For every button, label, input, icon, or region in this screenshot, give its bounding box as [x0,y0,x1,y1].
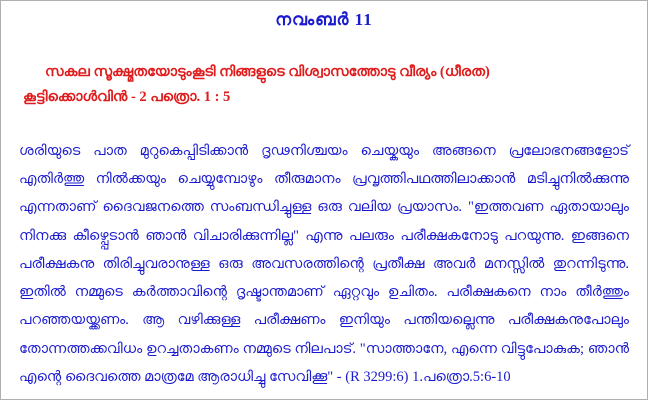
scripture-verse [23,60,625,111]
verse-reference: - 2 പത്രൊ. 1 : 5 [130,89,231,106]
page-title: നവംബർ 11 [275,10,373,29]
verse-line-2-text: കൂട്ടിക്കൊൾവിൻ [23,89,128,106]
body-text: ശരിയുടെ പാത മുറുകെപ്പിടിക്കാൻ ദൃഢനിശ്ചയം ചെയ്കയും അങ്ങനെ പ്രലോഭനങ്ങളോട് എതിർത്തു നിൽക്കയും ചെയ്യുമ്പോഴും തീരുമാനം പ്രവൃത്തിപഥത്തിലാക്കാൻ മടിച്ചുനിൽക്കുന്നു എന്നതാണ് ദൈവജനത്തെ സംബന്ധിച്ചുള്ള ഒരു വലിയ പ്രയാസം. "ഇത്തവണ ഏതായാലും നിനക്കു കീഴ്പ്പെടാൻ ഞാൻ വിചാരിക്കുന്നില്ല" എന്നു പലരും പരീക്ഷകനോടു പറയുന്നു. ഇങ്ങനെ പരീക്ഷകനു തിരിച്ചുവരാനുള്ള ഒരു അവസരത്തിന്റെ പ്രതീക്ഷ അവർ മനസ്സിൽ തുറന്നിടുന്നു. ഇതിൽ നമ്മുടെ കർത്താവിന്റെ ദൃഷ്ടാന്തമാണ് ഏറ്റവും ഉചിതം. പരീക്ഷകനെ നാം തീർത്തും പറഞ്ഞയയ്ക്കണം. ആ വഴിക്കുള്ള പരീക്ഷണം ഇനിയും പന്തിയല്ലെന്നു പരീക്ഷകനുപോലും തോന്നത്തക്കവിധം ഉറച്ചതാകണം നമ്മുടെ നിലപാട്. "സാത്താനേ, എന്നെ വിട്ടുപോകുക; ഞാൻ എന്റെ ദൈവത്തെ മാത്രമേ ആരാധിച്ചു സേവിക്കൂ" [19,142,629,385]
verse-line-1: സകല സൂക്ഷ്മതയോടുംകൂടി നിങ്ങളുടെ വിശ്വാസത്തോടു വീര്യം (ധീരത) [45,64,490,80]
devotional-body [19,137,629,391]
body-paragraph [19,137,629,391]
verse-line-2 [23,85,625,110]
body-reference: - (R 3299:6) 1.പത്രൊ.5:6-10 [336,368,511,385]
